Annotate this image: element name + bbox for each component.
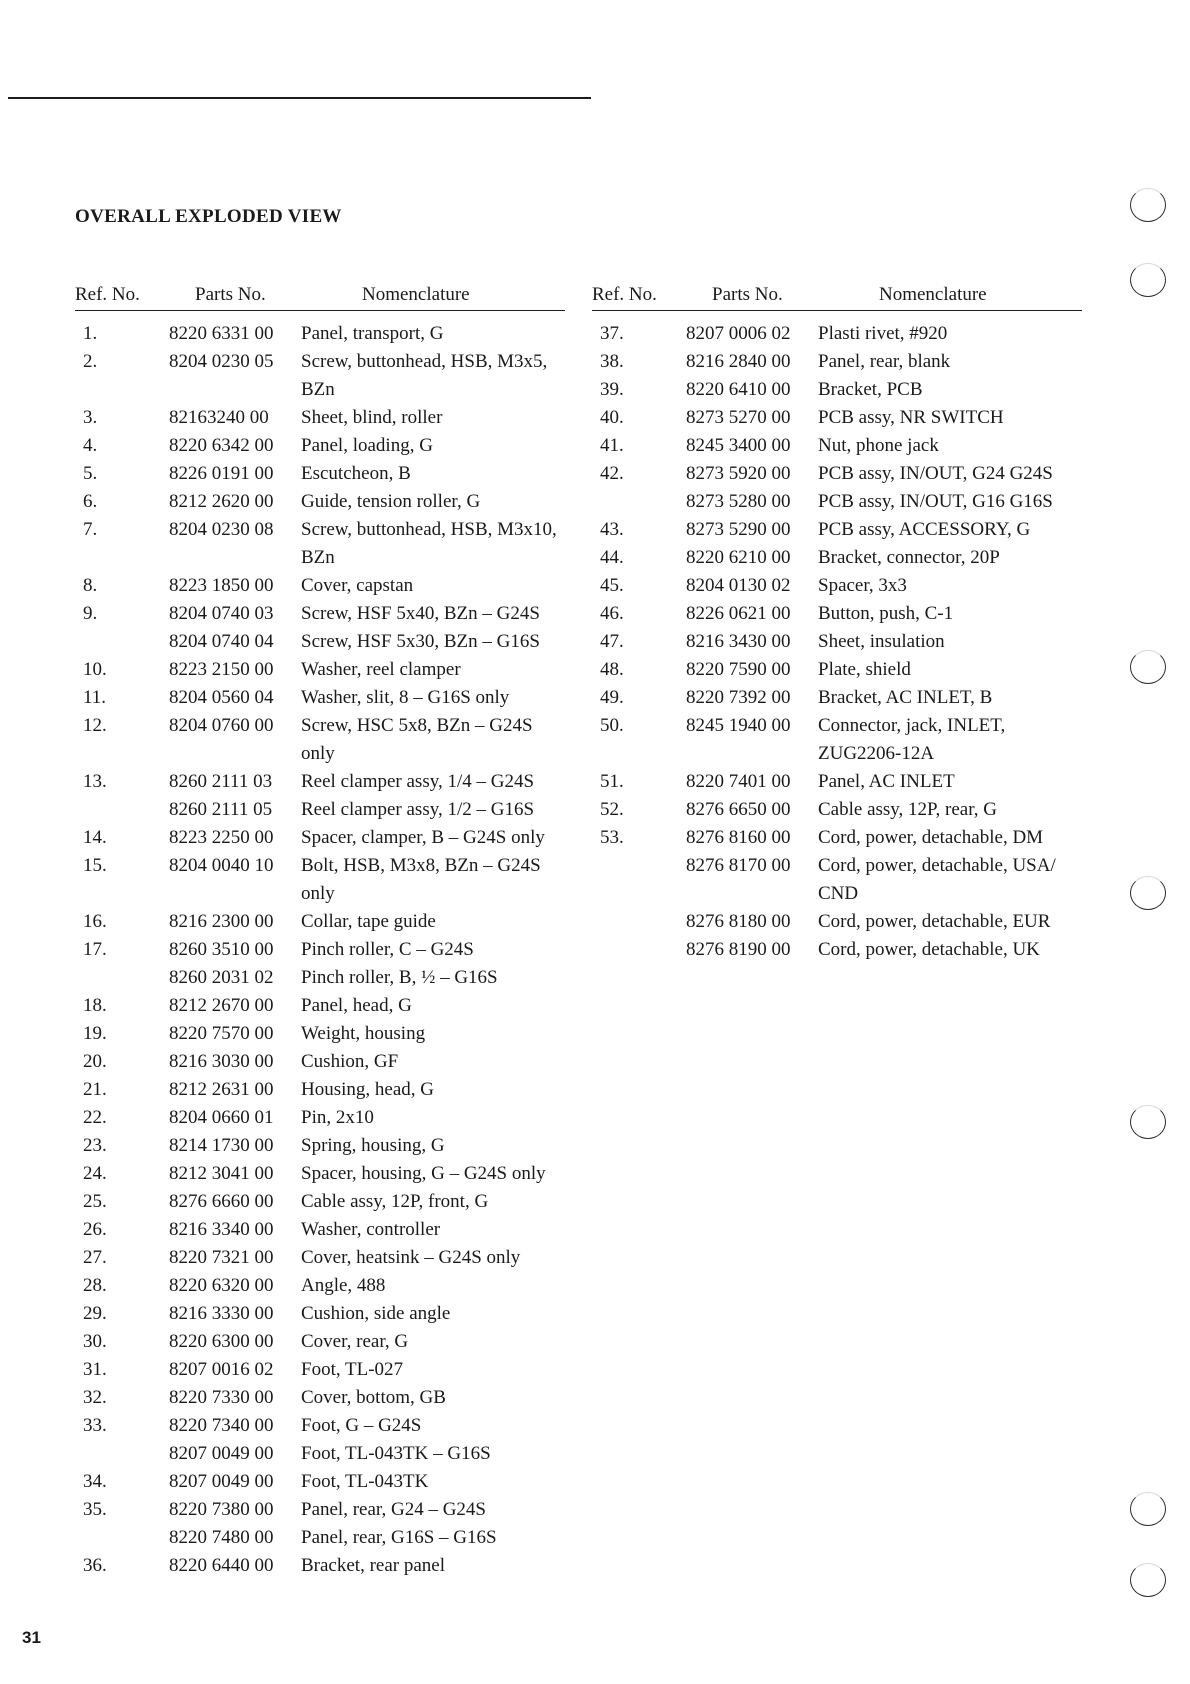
nomenclature-cell: Bracket, rear panel: [301, 1555, 445, 1576]
table-row: [75, 1048, 565, 1076]
nomenclature-cell: PCB assy, ACCESSORY, G: [818, 519, 1031, 540]
table-row: [592, 544, 1082, 572]
nomenclature-cell: Panel, transport, G: [301, 323, 444, 344]
ref-no-cell: 9.: [83, 603, 98, 624]
punch-hole: [1130, 188, 1166, 222]
ref-no-cell: 39.: [600, 379, 624, 400]
parts-table-left: [75, 282, 565, 1580]
nomenclature-cell: Spacer, clamper, B – G24S only: [301, 827, 545, 848]
part-no-cell: 8207 0016 02: [169, 1359, 274, 1380]
part-no-cell: 8276 8160 00: [686, 827, 791, 848]
nomenclature-cell: Washer, controller: [301, 1219, 441, 1240]
punch-hole: [1130, 263, 1166, 297]
table-row: [75, 852, 565, 908]
table-row: [75, 1412, 565, 1440]
nomenclature-cell: Plasti rivet, #920: [818, 323, 948, 344]
part-no-cell: 8223 2150 00: [169, 659, 274, 680]
section-title: OVERALL EXPLODED VIEW: [75, 206, 342, 227]
table-row: [592, 796, 1082, 824]
nomenclature-cell: Cable assy, 12P, front, G: [301, 1191, 489, 1212]
table-row: [592, 488, 1082, 516]
table-row: [592, 432, 1082, 460]
table-row: [75, 1216, 565, 1244]
part-no-cell: 8220 7480 00: [169, 1527, 274, 1548]
table-row: [592, 320, 1082, 348]
nomenclature-cell: Foot, TL-043TK: [301, 1471, 429, 1492]
part-no-cell: 8220 6342 00: [169, 435, 274, 456]
nomenclature-cell: Reel clamper assy, 1/4 – G24S: [301, 771, 535, 792]
nomenclature-cell: Pinch roller, C – G24S: [301, 939, 474, 960]
nomenclature-cell: Panel, loading, G: [301, 435, 433, 456]
part-no-cell: 8220 7401 00: [686, 771, 791, 792]
table-row: [75, 1104, 565, 1132]
part-no-cell: 8214 1730 00: [169, 1135, 274, 1156]
ref-no-cell: 13.: [83, 771, 107, 792]
part-no-cell: 8223 1850 00: [169, 575, 274, 596]
header-nomenclature: Nomenclature: [362, 284, 470, 305]
part-no-cell: 8273 5920 00: [686, 463, 791, 484]
part-no-cell: 8220 6320 00: [169, 1275, 274, 1296]
table-row: [75, 1300, 565, 1328]
table-row: [75, 404, 565, 432]
punch-hole: [1130, 876, 1166, 910]
nomenclature-cell: Foot, TL-027: [301, 1359, 404, 1380]
part-no-cell: 82163240 00: [169, 407, 269, 428]
table-row: [75, 908, 565, 936]
ref-no-cell: 32.: [83, 1387, 107, 1408]
nomenclature-cell: Panel, rear, blank: [818, 351, 951, 372]
part-no-cell: 8220 6410 00: [686, 379, 791, 400]
table-row: [592, 852, 1082, 908]
part-no-cell: 8220 7590 00: [686, 659, 791, 680]
ref-no-cell: 2.: [83, 351, 98, 372]
nomenclature-cell: Spring, housing, G: [301, 1135, 445, 1156]
nomenclature-cell: Panel, head, G: [301, 995, 412, 1016]
nomenclature-cell: Panel, AC INLET: [818, 771, 955, 792]
nomenclature-cell: Cover, heatsink – G24S only: [301, 1247, 521, 1268]
ref-no-cell: 37.: [600, 323, 624, 344]
table-row: [75, 796, 565, 824]
part-no-cell: 8204 0740 03: [169, 603, 274, 624]
ref-no-cell: 3.: [83, 407, 98, 428]
part-no-cell: 8207 0006 02: [686, 323, 791, 344]
ref-no-cell: 31.: [83, 1359, 107, 1380]
nomenclature-cell: Screw, HSC 5x8, BZn – G24S only: [301, 715, 533, 764]
ref-no-cell: 38.: [600, 351, 624, 372]
table-row: [592, 908, 1082, 936]
part-no-cell: 8216 3330 00: [169, 1303, 274, 1324]
ref-no-cell: 41.: [600, 435, 624, 456]
nomenclature-cell: Cushion, GF: [301, 1051, 399, 1072]
nomenclature-cell: Escutcheon, B: [301, 463, 411, 484]
part-no-cell: 8220 6440 00: [169, 1555, 274, 1576]
nomenclature-cell: Bracket, PCB: [818, 379, 923, 400]
ref-no-cell: 48.: [600, 659, 624, 680]
nomenclature-cell: Pin, 2x10: [301, 1107, 374, 1128]
table-header: [592, 282, 1082, 311]
ref-no-cell: 33.: [83, 1415, 107, 1436]
part-no-cell: 8245 1940 00: [686, 715, 791, 736]
table-row: [592, 572, 1082, 600]
part-no-cell: 8276 6660 00: [169, 1191, 274, 1212]
punch-hole: [1130, 1563, 1166, 1597]
table-row: [75, 824, 565, 852]
table-row: [592, 712, 1082, 768]
ref-no-cell: 22.: [83, 1107, 107, 1128]
nomenclature-cell: Cover, capstan: [301, 575, 414, 596]
nomenclature-cell: Washer, slit, 8 – G16S only: [301, 687, 510, 708]
ref-no-cell: 5.: [83, 463, 98, 484]
part-no-cell: 8220 7321 00: [169, 1247, 274, 1268]
header-parts-no: Parts No.: [712, 284, 783, 305]
table-body: [592, 311, 1082, 964]
part-no-cell: 8212 2620 00: [169, 491, 274, 512]
part-no-cell: 8220 6210 00: [686, 547, 791, 568]
nomenclature-cell: Panel, rear, G24 – G24S: [301, 1499, 486, 1520]
part-no-cell: 8260 3510 00: [169, 939, 274, 960]
nomenclature-cell: Connector, jack, INLET, ZUG2206-12A: [818, 715, 1006, 764]
nomenclature-cell: Guide, tension roller, G: [301, 491, 481, 512]
header-ref-no: Ref. No.: [75, 284, 140, 305]
ref-no-cell: 52.: [600, 799, 624, 820]
nomenclature-cell: Cord, power, detachable, USA/ CND: [818, 855, 1056, 904]
part-no-cell: 8216 3030 00: [169, 1051, 274, 1072]
table-row: [75, 684, 565, 712]
table-row: [75, 460, 565, 488]
table-row: [75, 1188, 565, 1216]
part-no-cell: 8204 0660 01: [169, 1107, 274, 1128]
nomenclature-cell: Button, push, C-1: [818, 603, 954, 624]
table-row: [592, 656, 1082, 684]
part-no-cell: 8204 0760 00: [169, 715, 274, 736]
nomenclature-cell: Foot, TL-043TK – G16S: [301, 1443, 491, 1464]
part-no-cell: 8204 0560 04: [169, 687, 274, 708]
ref-no-cell: 29.: [83, 1303, 107, 1324]
table-row: [75, 768, 565, 796]
nomenclature-cell: Screw, buttonhead, HSB, M3x5, BZn: [301, 351, 548, 400]
part-no-cell: 8273 5270 00: [686, 407, 791, 428]
part-no-cell: 8276 6650 00: [686, 799, 791, 820]
part-no-cell: 8220 7380 00: [169, 1499, 274, 1520]
table-row: [592, 404, 1082, 432]
top-rule: [8, 97, 591, 99]
nomenclature-cell: Spacer, housing, G – G24S only: [301, 1163, 546, 1184]
ref-no-cell: 11.: [83, 687, 107, 708]
nomenclature-cell: PCB assy, IN/OUT, G24 G24S: [818, 463, 1053, 484]
table-row: [75, 348, 565, 404]
nomenclature-cell: Cable assy, 12P, rear, G: [818, 799, 997, 820]
table-row: [75, 1356, 565, 1384]
nomenclature-cell: Cover, rear, G: [301, 1331, 409, 1352]
nomenclature-cell: PCB assy, NR SWITCH: [818, 407, 1004, 428]
table-row: [592, 768, 1082, 796]
part-no-cell: 8220 7570 00: [169, 1023, 274, 1044]
page-number: 31: [22, 1628, 41, 1647]
ref-no-cell: 50.: [600, 715, 624, 736]
ref-no-cell: 12.: [83, 715, 107, 736]
part-no-cell: 8273 5290 00: [686, 519, 791, 540]
table-row: [75, 964, 565, 992]
punch-hole: [1130, 1105, 1166, 1139]
punch-hole: [1130, 650, 1166, 684]
ref-no-cell: 4.: [83, 435, 98, 456]
table-row: [75, 936, 565, 964]
nomenclature-cell: Sheet, blind, roller: [301, 407, 443, 428]
table-row: [75, 572, 565, 600]
table-row: [75, 1468, 565, 1496]
parts-table-right: [592, 282, 1082, 964]
ref-no-cell: 1.: [83, 323, 98, 344]
table-row: [592, 824, 1082, 852]
part-no-cell: 8273 5280 00: [686, 491, 791, 512]
nomenclature-cell: Bolt, HSB, M3x8, BZn – G24S only: [301, 855, 541, 904]
table-row: [75, 432, 565, 460]
part-no-cell: 8223 2250 00: [169, 827, 274, 848]
ref-no-cell: 8.: [83, 575, 98, 596]
nomenclature-cell: Reel clamper assy, 1/2 – G16S: [301, 799, 535, 820]
ref-no-cell: 42.: [600, 463, 624, 484]
ref-no-cell: 10.: [83, 659, 107, 680]
ref-no-cell: 51.: [600, 771, 624, 792]
ref-no-cell: 18.: [83, 995, 107, 1016]
nomenclature-cell: Foot, G – G24S: [301, 1415, 422, 1436]
nomenclature-cell: Plate, shield: [818, 659, 911, 680]
nomenclature-cell: Panel, rear, G16S – G16S: [301, 1527, 497, 1548]
nomenclature-cell: Spacer, 3x3: [818, 575, 907, 596]
part-no-cell: 8226 0191 00: [169, 463, 274, 484]
nomenclature-cell: Bracket, connector, 20P: [818, 547, 1000, 568]
table-row: [75, 1076, 565, 1104]
ref-no-cell: 40.: [600, 407, 624, 428]
table-row: [75, 1132, 565, 1160]
ref-no-cell: 16.: [83, 911, 107, 932]
table-row: [75, 320, 565, 348]
ref-no-cell: 26.: [83, 1219, 107, 1240]
nomenclature-cell: Cord, power, detachable, DM: [818, 827, 1044, 848]
part-no-cell: 8245 3400 00: [686, 435, 791, 456]
nomenclature-cell: Weight, housing: [301, 1023, 426, 1044]
part-no-cell: 8204 0230 08: [169, 519, 274, 540]
ref-no-cell: 21.: [83, 1079, 107, 1100]
table-row: [592, 460, 1082, 488]
ref-no-cell: 34.: [83, 1471, 107, 1492]
nomenclature-cell: Screw, HSF 5x30, BZn – G16S: [301, 631, 540, 652]
nomenclature-cell: Angle, 488: [301, 1275, 386, 1296]
table-row: [75, 1020, 565, 1048]
table-row: [75, 1328, 565, 1356]
ref-no-cell: 44.: [600, 547, 624, 568]
table-row: [75, 1524, 565, 1552]
table-row: [592, 628, 1082, 656]
part-no-cell: 8276 8190 00: [686, 939, 791, 960]
table-row: [75, 1440, 565, 1468]
table-row: [592, 684, 1082, 712]
table-row: [592, 516, 1082, 544]
ref-no-cell: 36.: [83, 1555, 107, 1576]
ref-no-cell: 27.: [83, 1247, 107, 1268]
table-row: [592, 600, 1082, 628]
table-row: [75, 1496, 565, 1524]
part-no-cell: 8207 0049 00: [169, 1471, 274, 1492]
table-row: [75, 1552, 565, 1580]
part-no-cell: 8204 0230 05: [169, 351, 274, 372]
table-row: [75, 1384, 565, 1412]
part-no-cell: 8260 2031 02: [169, 967, 274, 988]
nomenclature-cell: Pinch roller, B, ½ – G16S: [301, 967, 498, 988]
header-parts-no: Parts No.: [195, 284, 266, 305]
part-no-cell: 8220 6331 00: [169, 323, 274, 344]
table-row: [592, 348, 1082, 376]
part-no-cell: 8260 2111 05: [169, 799, 273, 820]
table-row: [75, 992, 565, 1020]
punch-hole: [1130, 1492, 1166, 1526]
part-no-cell: 8220 7330 00: [169, 1387, 274, 1408]
nomenclature-cell: Screw, buttonhead, HSB, M3x10, BZn: [301, 519, 557, 568]
nomenclature-cell: Collar, tape guide: [301, 911, 436, 932]
part-no-cell: 8204 0040 10: [169, 855, 274, 876]
ref-no-cell: 25.: [83, 1191, 107, 1212]
ref-no-cell: 17.: [83, 939, 107, 960]
nomenclature-cell: Bracket, AC INLET, B: [818, 687, 993, 708]
part-no-cell: 8226 0621 00: [686, 603, 791, 624]
nomenclature-cell: Washer, reel clamper: [301, 659, 461, 680]
part-no-cell: 8207 0049 00: [169, 1443, 274, 1464]
table-row: [75, 712, 565, 768]
nomenclature-cell: Sheet, insulation: [818, 631, 945, 652]
ref-no-cell: 24.: [83, 1163, 107, 1184]
ref-no-cell: 35.: [83, 1499, 107, 1520]
nomenclature-cell: Cord, power, detachable, UK: [818, 939, 1040, 960]
ref-no-cell: 20.: [83, 1051, 107, 1072]
nomenclature-cell: Cushion, side angle: [301, 1303, 451, 1324]
table-row: [592, 936, 1082, 964]
table-row: [592, 376, 1082, 404]
table-row: [75, 656, 565, 684]
ref-no-cell: 23.: [83, 1135, 107, 1156]
ref-no-cell: 45.: [600, 575, 624, 596]
part-no-cell: 8216 2840 00: [686, 351, 791, 372]
header-ref-no: Ref. No.: [592, 284, 657, 305]
table-row: [75, 516, 565, 572]
ref-no-cell: 6.: [83, 491, 98, 512]
table-row: [75, 1272, 565, 1300]
ref-no-cell: 14.: [83, 827, 107, 848]
part-no-cell: 8260 2111 03: [169, 771, 273, 792]
header-nomenclature: Nomenclature: [879, 284, 987, 305]
table-row: [75, 1244, 565, 1272]
part-no-cell: 8204 0740 04: [169, 631, 274, 652]
part-no-cell: 8212 2631 00: [169, 1079, 274, 1100]
ref-no-cell: 47.: [600, 631, 624, 652]
ref-no-cell: 43.: [600, 519, 624, 540]
part-no-cell: 8216 3430 00: [686, 631, 791, 652]
nomenclature-cell: Cord, power, detachable, EUR: [818, 911, 1051, 932]
table-row: [75, 1160, 565, 1188]
ref-no-cell: 46.: [600, 603, 624, 624]
nomenclature-cell: Cover, bottom, GB: [301, 1387, 446, 1408]
ref-no-cell: 7.: [83, 519, 98, 540]
part-no-cell: 8220 7340 00: [169, 1415, 274, 1436]
table-row: [75, 600, 565, 628]
nomenclature-cell: Screw, HSF 5x40, BZn – G24S: [301, 603, 540, 624]
nomenclature-cell: PCB assy, IN/OUT, G16 G16S: [818, 491, 1053, 512]
ref-no-cell: 53.: [600, 827, 624, 848]
table-header: [75, 282, 565, 311]
table-body: [75, 311, 565, 1580]
ref-no-cell: 15.: [83, 855, 107, 876]
part-no-cell: 8276 8180 00: [686, 911, 791, 932]
ref-no-cell: 19.: [83, 1023, 107, 1044]
ref-no-cell: 49.: [600, 687, 624, 708]
nomenclature-cell: Housing, head, G: [301, 1079, 434, 1100]
part-no-cell: 8212 3041 00: [169, 1163, 274, 1184]
part-no-cell: 8204 0130 02: [686, 575, 791, 596]
ref-no-cell: 28.: [83, 1275, 107, 1296]
part-no-cell: 8276 8170 00: [686, 855, 791, 876]
part-no-cell: 8220 6300 00: [169, 1331, 274, 1352]
part-no-cell: 8220 7392 00: [686, 687, 791, 708]
ref-no-cell: 30.: [83, 1331, 107, 1352]
part-no-cell: 8216 2300 00: [169, 911, 274, 932]
part-no-cell: 8212 2670 00: [169, 995, 274, 1016]
nomenclature-cell: Nut, phone jack: [818, 435, 939, 456]
part-no-cell: 8216 3340 00: [169, 1219, 274, 1240]
table-row: [75, 488, 565, 516]
table-row: [75, 628, 565, 656]
